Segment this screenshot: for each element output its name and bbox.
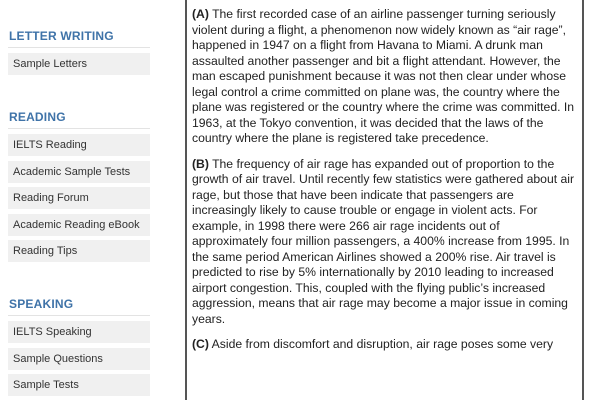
section-heading-letter-writing: LETTER WRITING (9, 29, 114, 43)
divider (8, 315, 150, 316)
sidebar-item-sample-letters[interactable]: Sample Letters (8, 53, 150, 76)
reading-passage-panel (185, 0, 584, 400)
paragraph-a (192, 7, 578, 147)
sidebar-item-ielts-speaking[interactable]: IELTS Speaking (8, 321, 150, 344)
sidebar (0, 0, 160, 400)
paragraph-label: (A) (192, 7, 209, 21)
sidebar-item-sample-tests[interactable]: Sample Tests (8, 374, 150, 397)
paragraph-c (192, 337, 578, 353)
paragraph-text: The frequency of air rage has expanded out of proportion to the growth of air travel. Until recently few statistics were gathered about air rage, but those that have been indicate that passengers are increasingly likely to cause trouble or engage in violent acts. For example, in 1998 there were 266 air rage incidents out of approximately four million passengers, a 400% increase from 1995. In the same period American Airlines showed a 200% rise. Air travel is predicted to rise by 5% internationally by 2010 leading to increased airport congestion. This, coupled with the flying public’s increased aggression, means that air rage may become a major issue in coming years. (192, 156, 575, 326)
sidebar-item-reading-tips[interactable]: Reading Tips (8, 240, 150, 263)
paragraph-text: The first recorded case of an airline passenger turning seriously violent during a flight, a phenomenon now widely known as “air rage”, happened in 1947 on a flight from Havana to Miami. A drunk man assaulted another passenger and bit a flight attendant. However, the man escaped punishment because it was not then clear under whose legal control a crime committed on plane was, the country where the plane was registered or the country where the crime was committed. In 1963, at the Tokyo convention, it was decided that the laws of the country where the plane is registered take precedence. (192, 7, 575, 145)
paragraph-label: (C) (192, 337, 209, 351)
sidebar-item-academic-sample-tests[interactable]: Academic Sample Tests (8, 161, 150, 184)
paragraph-b (192, 157, 578, 328)
paragraph-text: Aside from discomfort and disruption, air rage poses some very (208, 337, 554, 351)
sidebar-item-academic-reading-ebook[interactable]: Academic Reading eBook (8, 214, 150, 237)
sidebar-item-ielts-reading[interactable]: IELTS Reading (8, 134, 150, 157)
sidebar-item-reading-forum[interactable]: Reading Forum (8, 187, 150, 210)
reading-passage (192, 7, 578, 363)
section-heading-reading: READING (9, 110, 66, 124)
paragraph-label: (B) (192, 156, 209, 171)
sidebar-item-sample-questions[interactable]: Sample Questions (8, 348, 150, 371)
section-heading-speaking: SPEAKING (9, 297, 74, 311)
divider (8, 47, 150, 48)
divider (8, 128, 150, 129)
